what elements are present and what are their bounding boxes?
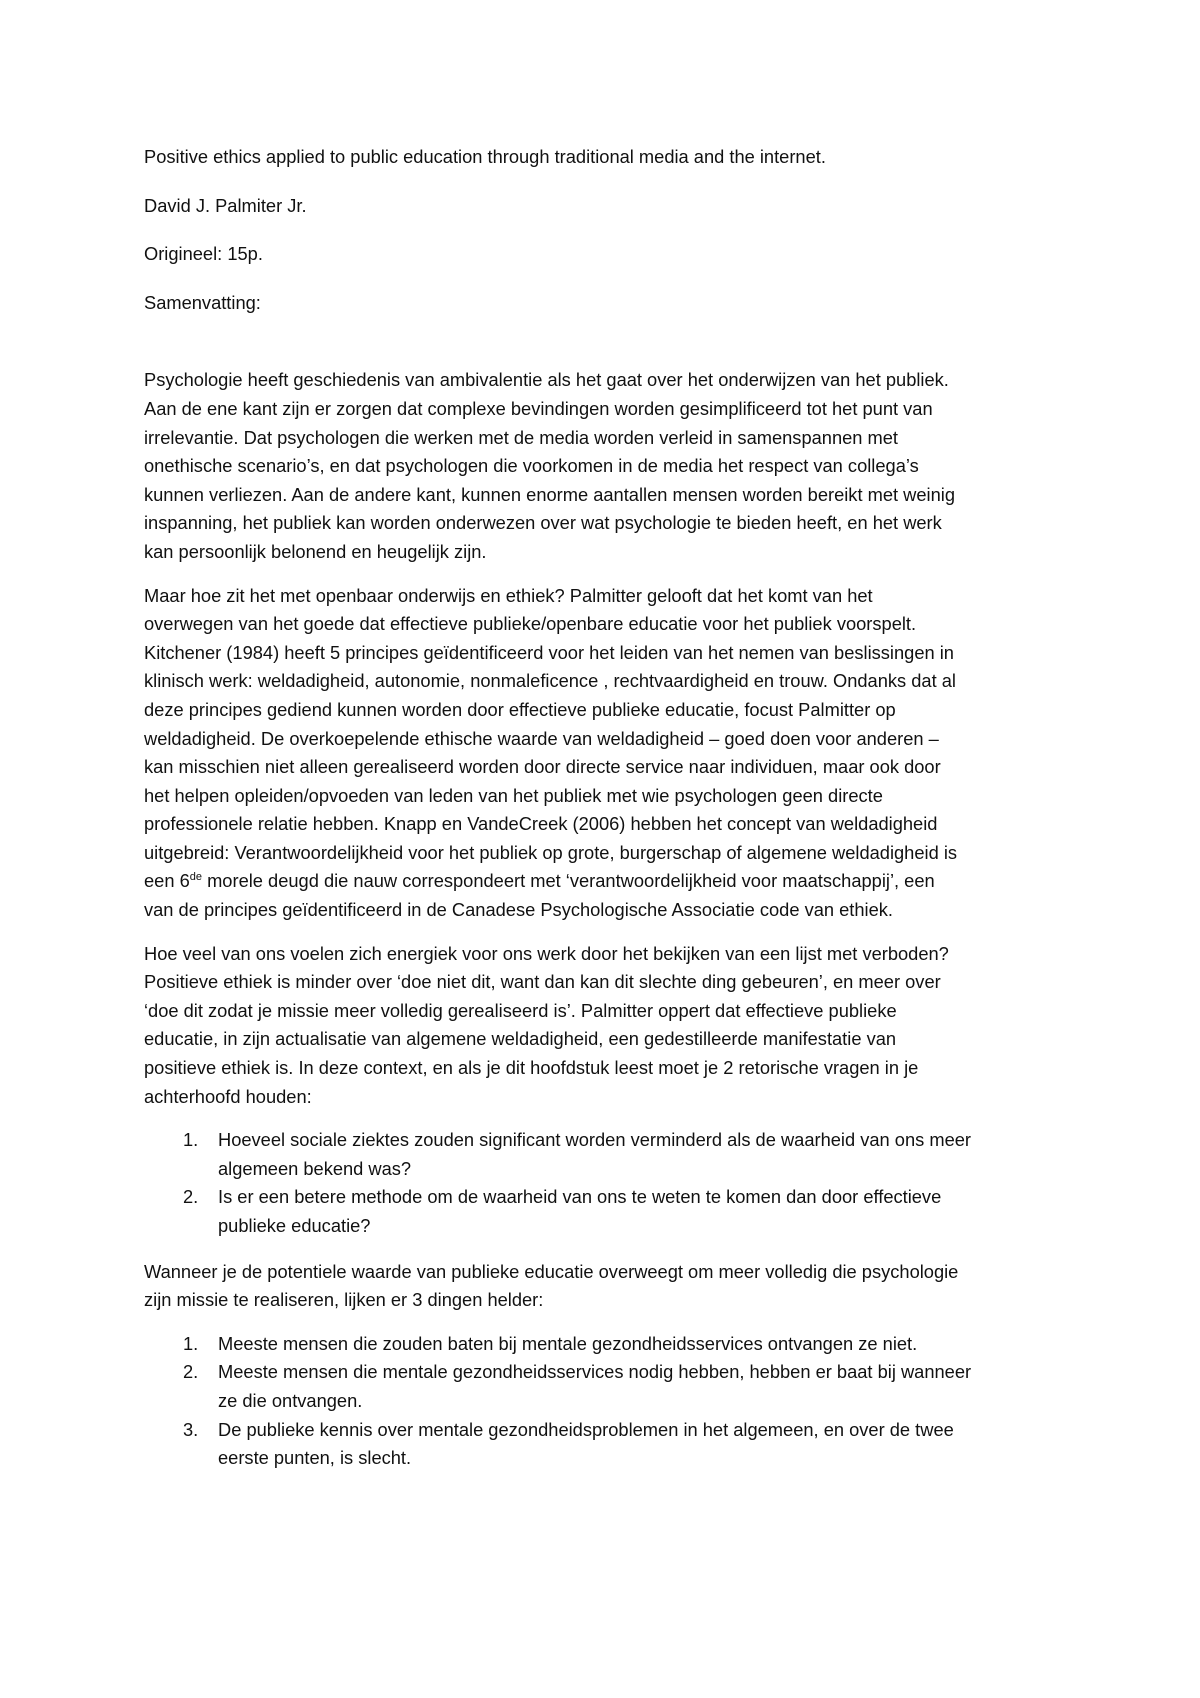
list-item-line: ze die ontvangen. xyxy=(218,1389,363,1411)
list-item xyxy=(144,1416,1069,1473)
list-item xyxy=(144,1183,1069,1240)
paragraph-line: Wanneer je de potentiele waarde van publieke educatie overweegt om meer volledig die psychologie xyxy=(144,1260,959,1282)
document-title: Positive ethics applied to public education through traditional media and the internet. xyxy=(144,146,826,167)
list-number: 1. xyxy=(183,1332,199,1354)
paragraph-line: positieve ethiek is. In deze context, en als je dit hoofdstuk leest moet je 2 retorische vragen in je xyxy=(144,1057,919,1079)
sup-line-after: morele deugd die nauw correspondeert met ‘verantwoordelijkheid voor maatschappij’, een xyxy=(202,870,935,892)
list-item-line: algemeen bekend was? xyxy=(218,1157,412,1179)
rhetorical-questions-list xyxy=(144,1126,1069,1240)
paragraph-line: weldadigheid. De overkoepelende ethische waarde van weldadigheid – goed doen voor anderen – xyxy=(144,727,939,749)
list-item-line: Is er een betere methode om de waarheid van ons te weten te komen dan door effectieve xyxy=(218,1186,942,1208)
paragraph-line: het helpen opleiden/opvoeden van leden van het publiek met wie psychologen geen directe xyxy=(144,784,883,806)
list-number: 3. xyxy=(183,1418,199,1440)
sup-line-before: een 6 xyxy=(144,870,190,892)
paragraph-line: Positieve ethiek is minder over ‘doe niet dit, want dan kan dit slechte ding gebeuren’, en meer over xyxy=(144,971,941,993)
ordinal-superscript: de xyxy=(189,871,202,884)
paragraph-line: Maar hoe zit het met openbaar onderwijs en ethiek? Palmitter gelooft dat het komt van het xyxy=(144,584,873,606)
paragraph-line: onethische scenario’s, en dat psychologen die voorkomen in de media het respect van collega’s xyxy=(144,455,919,477)
list-item xyxy=(144,1358,1069,1415)
paragraph-line: uitgebreid: Verantwoordelijkheid voor het publiek op grote, burgerschap of algemene weldadigheid is xyxy=(144,841,958,863)
list-item-line: Meeste mensen die zouden baten bij mentale gezondheidsservices ontvangen ze niet. xyxy=(218,1332,918,1354)
paragraph-2 xyxy=(144,582,1069,925)
list-number: 2. xyxy=(183,1361,199,1383)
document-author: David J. Palmiter Jr. xyxy=(144,194,307,216)
paragraph-line: deze principes gediend kunnen worden door effectieve publieke educatie, focust Palmitter op xyxy=(144,698,896,720)
paragraph-4 xyxy=(144,1258,1069,1315)
summary-label: Samenvatting: xyxy=(144,291,261,313)
paragraph-line: Aan de ene kant zijn er zorgen dat complexe bevindingen worden gesimplificeerd tot het punt van xyxy=(144,397,933,419)
paragraph-line: educatie, in zijn actualisatie van algemene weldadigheid, een gedestilleerde manifestatie van xyxy=(144,1028,897,1050)
list-item-line: Hoeveel sociale ziektes zouden significant worden verminderd als de waarheid van ons meer xyxy=(218,1129,971,1151)
paragraph-line: professionele relatie hebben. Knapp en VandeCreek (2006) hebben het concept van weldadigheid xyxy=(144,813,938,835)
list-item-line: publieke educatie? xyxy=(218,1215,371,1236)
paragraph-line: irrelevantie. Dat psychologen die werken met de media worden verleid in samenspannen met xyxy=(144,426,899,448)
list-number: 2. xyxy=(183,1186,199,1208)
paragraph-line: van de principes geïdentificeerd in de Canadese Psychologische Associatie code van ethiek. xyxy=(144,899,893,921)
paragraph-line: kan misschien niet alleen gerealiseerd worden door directe service naar individuen, maar ook door xyxy=(144,756,941,778)
key-points-list xyxy=(144,1330,1069,1473)
paragraph-line: Kitchener (1984) heeft 5 principes geïdentificeerd voor het leiden van het nemen van beslissingen in xyxy=(144,641,954,663)
paragraph-line: achterhoofd houden: xyxy=(144,1085,312,1107)
original-pages: Origineel: 15p. xyxy=(144,243,263,265)
list-item xyxy=(144,1330,1069,1359)
paragraph-line: kunnen verliezen. Aan de andere kant, kunnen enorme aantallen mensen worden bereikt met weinig xyxy=(144,483,955,505)
paragraph-line: klinisch werk: weldadigheid, autonomie, nonmaleficence , rechtvaardigheid en trouw. Ondanks dat al xyxy=(144,670,956,692)
paragraph-line: overwegen van het goede dat effectieve publieke/openbare educatie voor het publiek voorspelt. xyxy=(144,613,917,635)
paragraph-line: zijn missie te realiseren, lijken er 3 dingen helder: xyxy=(144,1289,544,1311)
list-item-line: eerste punten, is slecht. xyxy=(218,1447,412,1469)
list-number: 1. xyxy=(183,1129,199,1151)
paragraph-line-with-superscript xyxy=(144,867,1069,896)
paragraph-line: ‘doe dit zodat je missie meer volledig gerealiseerd is’. Palmitter oppert dat effectieve publieke xyxy=(144,999,897,1021)
paragraph-line: Psychologie heeft geschiedenis van ambivalentie als het gaat over het onderwijzen van het publiek. xyxy=(144,369,949,391)
paragraph-1 xyxy=(144,366,1069,566)
list-item xyxy=(144,1126,1069,1183)
paragraph-3 xyxy=(144,940,1069,1112)
paragraph-line: inspanning, het publiek kan worden onderwezen over wat psychologie te bieden heeft, en het werk xyxy=(144,512,942,534)
list-item-line: De publieke kennis over mentale gezondheidsproblemen in het algemeen, en over de twee xyxy=(218,1418,954,1440)
list-item-line: Meeste mensen die mentale gezondheidsservices nodig hebben, hebben er baat bij wanneer xyxy=(218,1361,972,1383)
document-page xyxy=(144,143,1069,1490)
paragraph-line: Hoe veel van ons voelen zich energiek voor ons werk door het bekijken van een lijst met verboden? xyxy=(144,942,949,964)
paragraph-line: kan persoonlijk belonend en heugelijk zijn. xyxy=(144,540,487,562)
